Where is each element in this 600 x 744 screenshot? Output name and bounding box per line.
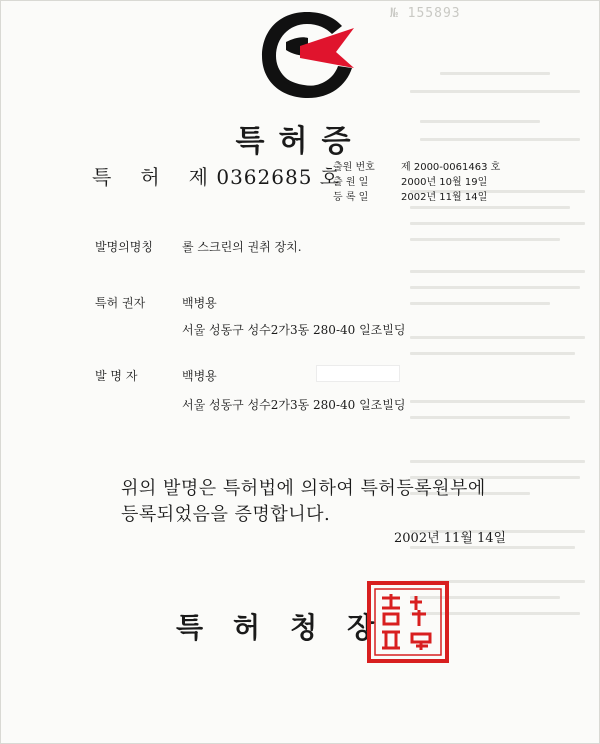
patent-number-label: 제 <box>188 165 209 189</box>
patent-number-suffix: 호 <box>319 165 341 189</box>
detail-value: 2000년 10월 19일 <box>401 177 488 188</box>
detail-label: 등 록 일 <box>333 192 369 203</box>
detail-row <box>333 190 513 205</box>
patentee-address: 서울 성동구 성수2가3동 280-40 일조빌딩 <box>182 323 406 337</box>
certification-statement-line-2: 등록되었음을 증명합니다. <box>121 504 331 525</box>
government-emblem-icon <box>256 6 358 104</box>
serial-number: № 155893 <box>390 6 461 21</box>
issuer-name: 특허청장 <box>176 611 405 644</box>
patentee-label: 특허 권자 <box>95 296 146 310</box>
detail-row <box>333 175 513 190</box>
detail-value: 2002년 11월 14일 <box>401 192 488 203</box>
patent-number-value: 0362685 <box>216 165 313 189</box>
detail-row <box>333 160 513 175</box>
detail-label: 출 원 일 <box>333 177 369 188</box>
application-details <box>333 160 513 205</box>
patent-prefix-2: 허 <box>140 165 161 189</box>
invention-title-label: 발명의명칭 <box>95 240 153 254</box>
invention-title: 롤 스크린의 권취 장치. <box>182 240 302 254</box>
certificate-title: 특허증 <box>235 124 365 159</box>
patentee-name: 백병용 <box>182 296 217 310</box>
detail-value: 제 2000-0061463 호 <box>401 162 501 173</box>
official-seal-icon <box>366 580 450 664</box>
issue-date: 2002년 11월 14일 <box>394 531 507 546</box>
inventor-name: 백병용 <box>182 369 217 383</box>
inventor-label: 발 명 자 <box>95 369 138 383</box>
redaction-box <box>316 365 400 382</box>
certification-statement-line-1: 위의 발명은 특허법에 의하여 특허등록원부에 <box>121 478 486 499</box>
patent-prefix: 특 <box>92 165 113 189</box>
patent-number <box>92 161 340 190</box>
inventor-address: 서울 성동구 성수2가3동 280-40 일조빌딩 <box>182 398 406 412</box>
detail-label: 출원 번호 <box>333 162 375 173</box>
